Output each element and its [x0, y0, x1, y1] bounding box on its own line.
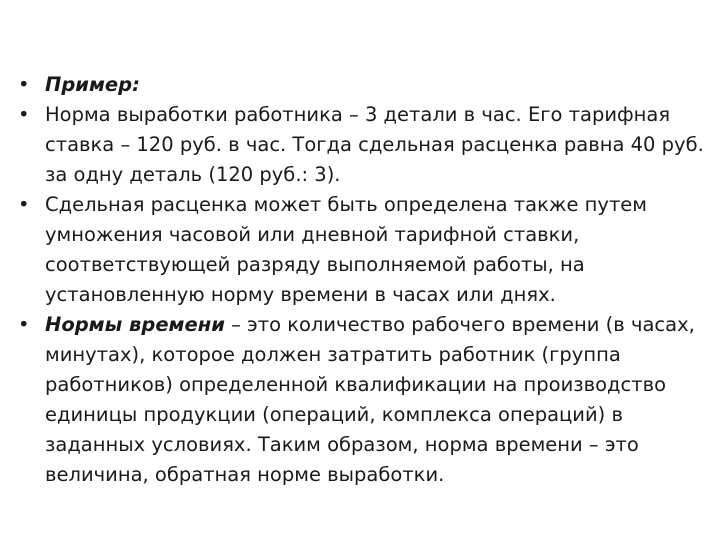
bullet-marker: • [18, 103, 30, 126]
bullet-item-output-norm [18, 100, 708, 190]
piece-rate-text: Сдельная расценка может быть определена также путем умножения часовой или дневной тарифной ставки, соответствующей разряду выполняемой работы, на установленную норму времени в часах или днях. [45, 193, 648, 306]
time-norms-text: – это количество рабочего времени (в часах, минутах), которое должен затратить работник (группа работников) определенной квалификации на производство единицы продукции (операций, комплекса операций) в заданных условиях. Таким образом, норма времени – это величина, обратная норме выработки. [45, 313, 695, 486]
output-norm-text: Норма выработки работника – 3 детали в час. Его тарифная ставка – 120 руб. в час. Тогда сдельная расценка равна 40 руб. за одну деталь (120 руб.: 3). [45, 103, 704, 186]
time-norms-term: Нормы времени [45, 313, 225, 336]
bullet-marker: • [18, 73, 30, 96]
bullet-list [18, 70, 708, 490]
bullet-item-time-norms [18, 310, 708, 490]
bullet-item-example [18, 70, 708, 100]
bullet-marker: • [18, 313, 30, 336]
bullet-marker: • [18, 193, 30, 216]
bullet-item-piece-rate [18, 190, 708, 310]
example-heading: Пример: [45, 73, 140, 96]
